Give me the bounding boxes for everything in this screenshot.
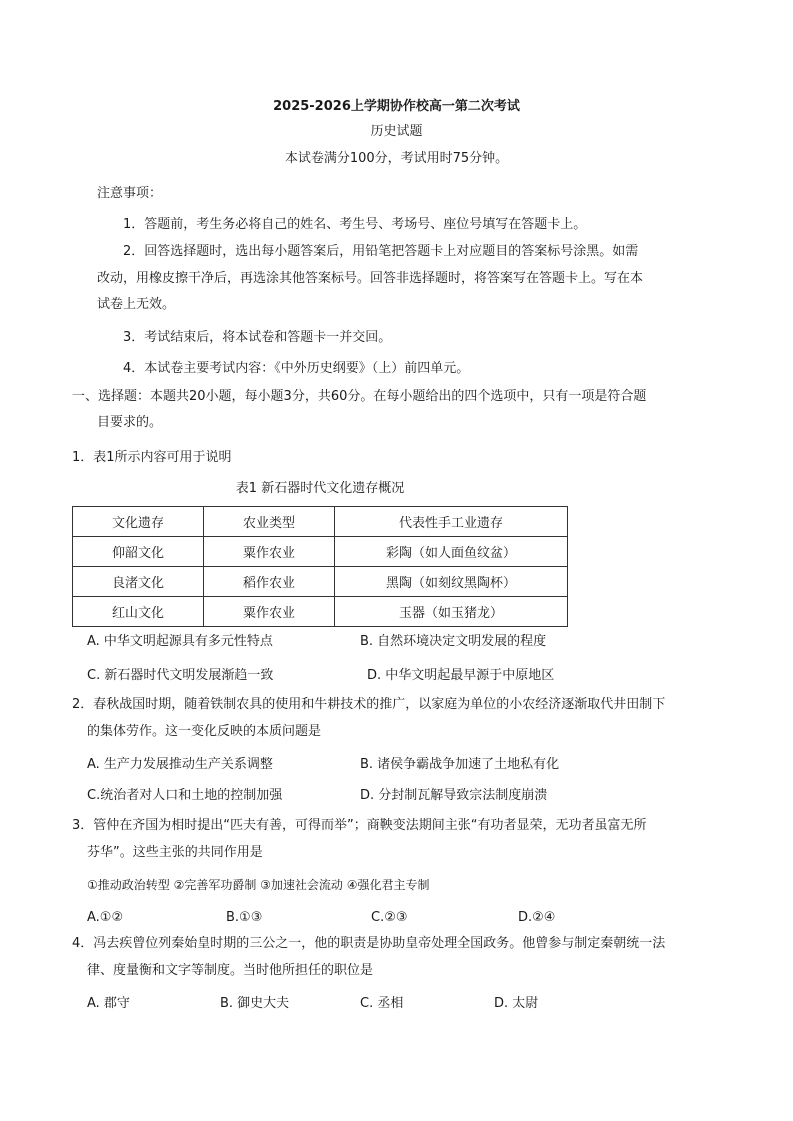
- note-2-line-3: 试卷上无效。: [97, 297, 176, 312]
- table-cell: 红山文化: [73, 597, 204, 627]
- q3-option-a: A.①②: [87, 910, 124, 925]
- table-1-caption: 表1 新石器时代文化遗存概况: [235, 481, 405, 496]
- q3-stem-line-2: 芬华”。这些主张的共同作用是: [87, 845, 263, 860]
- table-cell: 稻作农业: [204, 567, 335, 597]
- table-cell: 粟作农业: [204, 597, 335, 627]
- q4-option-a: A. 郡守: [87, 996, 130, 1011]
- table-header-cell: 文化遗存: [73, 507, 204, 537]
- note-3: 3．考试结束后，将本试卷和答题卡一并交回。: [123, 330, 392, 345]
- q4-option-c: C. 丞相: [360, 996, 404, 1011]
- q2-option-a: A. 生产力发展推动生产关系调整: [87, 757, 273, 772]
- exam-subject: 历史试题: [370, 124, 423, 139]
- q3-items: ①推动政治转型 ②完善军功爵制 ③加速社会流动 ④强化君主专制: [87, 878, 430, 892]
- q3-option-c: C.②③: [371, 910, 408, 925]
- q1-option-c: C. 新石器时代文明发展渐趋一致: [87, 668, 274, 683]
- q3-option-d: D.②④: [518, 910, 556, 925]
- table-cell: 良渚文化: [73, 567, 204, 597]
- table-cell: 仰韶文化: [73, 537, 204, 567]
- q2-stem-line-1: 2．春秋战国时期，随着铁制农具的使用和牛耕技术的推广，以家庭为单位的小农经济逐渐取代井田制下: [72, 697, 666, 712]
- q2-option-d: D. 分封制瓦解导致宗法制度崩溃: [360, 788, 548, 803]
- q4-stem-line-1: 4．冯去疾曾位列秦始皇时期的三公之一，他的职责是协助皇帝处理全国政务。他曾参与制定秦朝统一法: [72, 936, 666, 951]
- q2-option-c: C.统治者对人口和土地的控制加强: [87, 788, 283, 803]
- section-1-line-2: 目要求的。: [97, 415, 163, 430]
- table-cell: 彩陶（如人面鱼纹盆）: [335, 537, 568, 567]
- table-row: [73, 567, 568, 597]
- notes-heading: 注意事项：: [97, 186, 163, 201]
- q2-option-b: B. 诸侯争霸战争加速了土地私有化: [360, 757, 560, 772]
- note-4: 4．本试卷主要考试内容：《中外历史纲要》（上）前四单元。: [123, 361, 470, 376]
- table-1: [72, 506, 568, 627]
- q2-stem-line-2: 的集体劳作。这一变化反映的本质问题是: [87, 724, 322, 739]
- table-header-row: [73, 507, 568, 537]
- table-cell: 玉器（如玉猪龙）: [335, 597, 568, 627]
- q1-option-d: D. 中华文明起最早源于中原地区: [367, 668, 555, 683]
- exam-info: 本试卷满分100分，考试用时75分钟。: [284, 151, 509, 166]
- exam-title: 2025-2026上学期协作校高一第二次考试: [273, 99, 520, 114]
- q1-option-b: B. 自然环境决定文明发展的程度: [360, 634, 547, 649]
- q1-option-a: A. 中华文明起源具有多元性特点: [87, 634, 273, 649]
- table-cell: 粟作农业: [204, 537, 335, 567]
- q1-stem: 1．表1所示内容可用于说明: [72, 450, 232, 465]
- note-2-line-1: 2．回答选择题时，选出每小题答案后，用铅笔把答题卡上对应题目的答案标号涂黑。如需: [123, 244, 639, 259]
- table-cell: 黑陶（如刻纹黑陶杯）: [335, 567, 568, 597]
- q3-stem-line-1: 3．管仲在齐国为相时提出“匹夫有善，可得而举”；商鞅变法期间主张“有功者显荣，无功者虽富无所: [72, 818, 647, 833]
- table-row: [73, 537, 568, 567]
- q3-option-b: B.①③: [226, 910, 263, 925]
- q4-stem-line-2: 律、度量衡和文字等制度。当时他所担任的职位是: [87, 963, 374, 978]
- note-1: 1．答题前，考生务必将自己的姓名、考生号、考场号、座位号填写在答题卡上。: [123, 217, 587, 232]
- section-1-line-1: 一、选择题：本题共20小题，每小题3分，共60分。在每小题给出的四个选项中，只有一项是符合题: [72, 389, 647, 404]
- table-header-cell: 代表性手工业遗存: [335, 507, 568, 537]
- table-header-cell: 农业类型: [204, 507, 335, 537]
- q4-option-b: B. 御史大夫: [220, 996, 290, 1011]
- q4-option-d: D. 太尉: [494, 996, 539, 1011]
- note-2-line-2: 改动，用橡皮擦干净后，再选涂其他答案标号。回答非选择题时，将答案写在答题卡上。写在本: [97, 271, 644, 286]
- table-row: [73, 597, 568, 627]
